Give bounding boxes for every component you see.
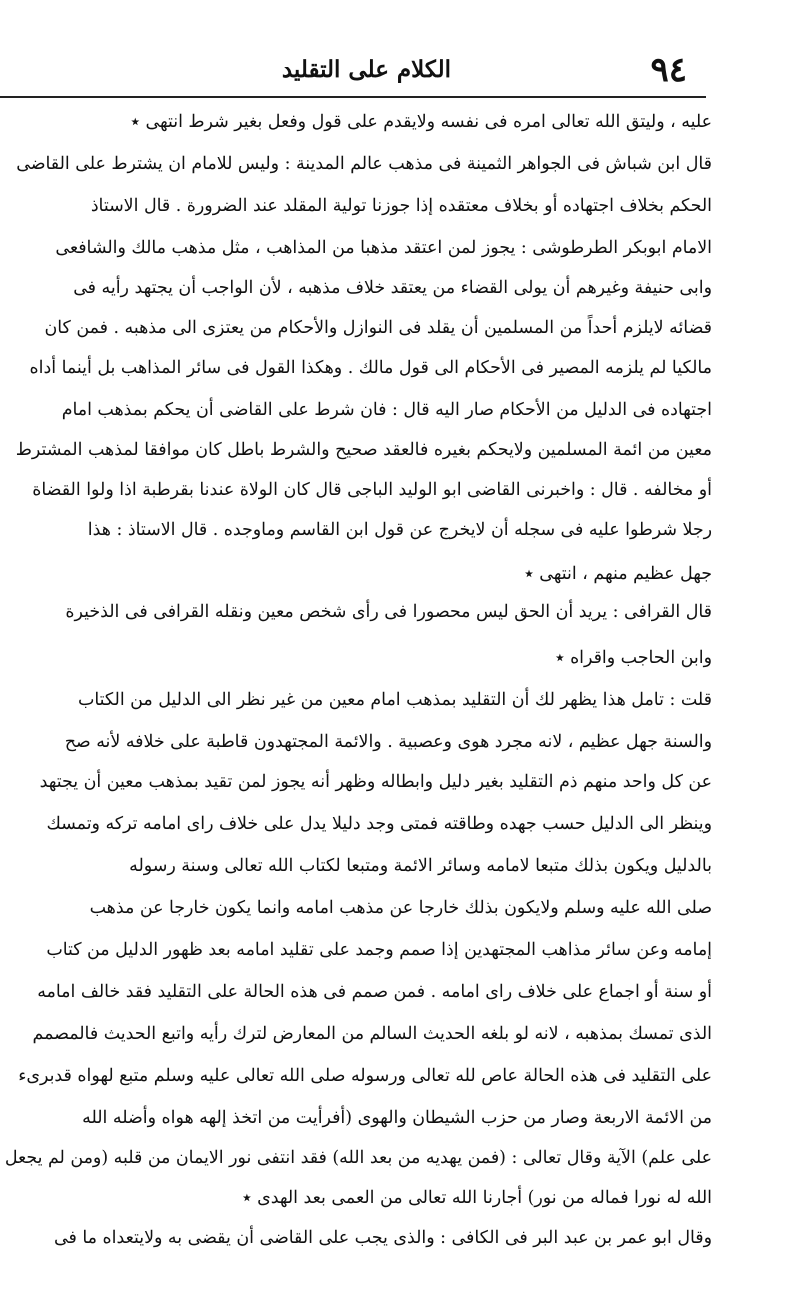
text-line: وابى حنيفة وغيرهم أن يولى القضاء من يعتقد خلاف مذهبه ، لأن الواجب أن يجتهد رأيه فى (73, 278, 712, 298)
text-line: وقال ابو عمر بن عبد البر فى الكافى : والذى يجب على القاضى أن يقضى به ولايتعداه ما فى (54, 1228, 712, 1248)
text-line: اجتهاده فى الدليل من الأحكام صار اليه قال : فان شرط على القاضى أن يحكم بمذهب امام (61, 400, 712, 420)
text-line: قال ابن شباش فى الجواهر الثمينة فى مذهب عالم المدينة : وليس للامام ان يشترط على القاضى (16, 154, 712, 174)
text-line: على التقليد فى هذه الحالة عاص لله تعالى ورسوله صلى الله تعالى عليه وسلم متبع لهواه قدبرىء (18, 1066, 712, 1086)
text-line: إمامه وعن سائر مذاهب المجتهدين إذا صمم وجمد على تقليد امامه بعد ظهور الدليل من كتاب (46, 940, 712, 960)
text-line: بالدليل ويكون بذلك متبعا لامامه وسائر الائمة ومتبعا لكتاب الله تعالى وسنة رسوله (129, 856, 712, 876)
text-line: قضائه لايلزم أحداً من المسلمين أن يقلد فى النوازل والأحكام من يعتزى الى مذهبه . فمن كان (44, 318, 712, 338)
text-line: من الائمة الاربعة وصار من حزب الشيطان والهوى (أفرأيت من اتخذ إلهه هواه وأضله الله (82, 1108, 712, 1128)
text-line: معين من ائمة المسلمين ولايحكم بغيره فالعقد صحيح والشرط باطل كان موافقا لمذهب المشترط (15, 440, 712, 460)
text-line: والسنة جهل عظيم ، لانه مجرد هوى وعصبية . والائمة المجتهدون قاطبة على خلافه لأنه صح (64, 732, 712, 752)
text-line: عن كل واحد منهم ذم التقليد بغير دليل وابطاله وظهر أنه يجوز لمن تقيد بمذهب معين أن يجتهد (39, 772, 712, 792)
text-line: صلى الله عليه وسلم ولايكون بذلك خارجا عن مذهب امامه وانما يكون خارجا عن مذهب (89, 898, 712, 918)
text-line: وينظر الى الدليل حسب جهده وطاقته فمتى وجد دليلا يدل على خلاف راى امامه تركه وتمسك (46, 814, 712, 834)
text-line: قال القرافى : يريد أن الحق ليس محصورا فى رأى شخص معين ونقله القرافى فى الذخيرة (65, 602, 712, 622)
text-line: قلت : تامل هذا يظهر لك أن التقليد بمذهب امام معين من غير نظر الى الدليل من الكتاب (78, 690, 712, 710)
text-line: على علم) الآية وقال تعالى : (فمن يهديه من بعد الله) فقد انتفى نور الايمان من قلبه (ومن لم يجعل (4, 1148, 712, 1168)
text-line: الله له نورا فماله من نور) أجارنا الله تعالى من العمى بعد الهدى ٭ (242, 1188, 712, 1208)
text-line: أو مخالفه . قال : واخبرنى القاضى ابو الوليد الباجى قال كان الولاة عندنا بقرطبة اذا ولوا القضاة (32, 480, 712, 500)
text-line: الامام ابوبكر الطرطوشى : يجوز لمن اعتقد مذهبا من المذاهب ، مثل مذهب مالك والشافعى (55, 238, 712, 258)
text-line: عليه ، وليتق الله تعالى امره فى نفسه ولايقدم على قول وفعل بغير شرط انتهى ٭ (130, 112, 712, 132)
text-line: أو سنة أو اجماع على خلاف راى امامه . فمن صمم فى هذه الحالة على التقليد فقد خالف امامه (37, 982, 712, 1002)
text-line: مالكيا لم يلزمه المصير فى الأحكام الى قول مالك . وهكذا القول فى سائر المذاهب بل أينما أداه (29, 358, 712, 378)
text-line: رجلا شرطوا عليه فى سجله أن لايخرج عن قول ابن القاسم وماوجده . قال الاستاذ : هذا (87, 520, 712, 540)
page-number: ٩٤ (650, 50, 687, 90)
page-header (0, 46, 791, 94)
text-line: جهل عظيم منهم ، انتهى ٭ (524, 564, 712, 584)
text-line: وابن الحاجب واقراه ٭ (555, 648, 712, 668)
text-line: الذى تمسك بمذهبه ، لانه لو بلغه الحديث السالم من المعارض لترك رأيه واتبع الحديث فالمصمم (32, 1024, 712, 1044)
running-title: الكلام على التقليد (281, 56, 451, 83)
text-line: الحكم بخلاف اجتهاده أو بخلاف معتقده إذا جوزنا تولية المقلد عند الضرورة . قال الاستاذ (90, 196, 712, 216)
header-rule (0, 96, 706, 98)
